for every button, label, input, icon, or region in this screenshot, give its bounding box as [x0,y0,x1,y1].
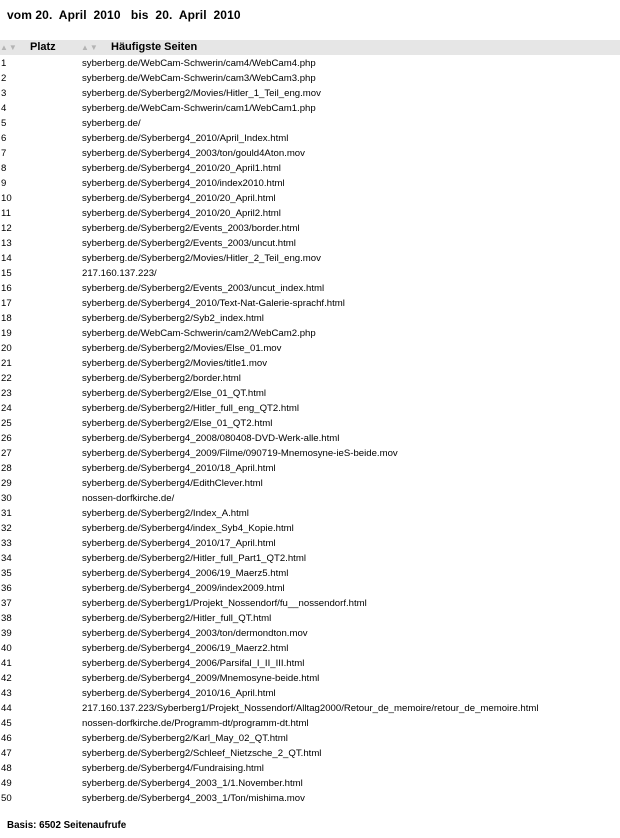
page-url-cell: syberberg.de/Syberberg2/Index_A.html [82,508,249,519]
page-url-cell: syberberg.de/Syberberg2/Hitler_full_Part1_QT2.html [82,553,306,564]
table-row [0,596,620,611]
table-row [0,626,620,641]
table-row [0,431,620,446]
table-row [0,311,620,326]
table-row [0,191,620,206]
rank-cell: 28 [1,463,12,474]
rank-cell: 38 [1,613,12,624]
table-row [0,521,620,536]
rank-cell: 2 [1,73,7,84]
page-url-cell: syberberg.de/WebCam-Schwerin/cam4/WebCam4.php [82,58,316,69]
page-url-cell: syberberg.de/Syberberg4/EdithClever.html [82,478,263,489]
page-url-cell: syberberg.de/Syberberg1/Projekt_Nossendorf/fu__nossendorf.html [82,598,367,609]
rank-sort-controls [0,43,30,52]
rank-column-header [0,40,81,56]
table-row [0,716,620,731]
page-url-cell: syberberg.de/WebCam-Schwerin/cam2/WebCam2.php [82,328,316,339]
rank-cell: 32 [1,523,12,534]
table-row [0,386,620,401]
page-url-cell: syberberg.de/WebCam-Schwerin/cam1/WebCam1.php [82,103,316,114]
rank-cell: 10 [1,193,12,204]
page-url-cell: syberberg.de/Syberberg4_2010/index2010.html [82,178,285,189]
table-row [0,236,620,251]
page-url-cell: nossen-dorfkirche.de/Programm-dt/programm-dt.html [82,718,309,729]
table-row [0,536,620,551]
page-url-cell: syberberg.de/Syberberg4_2010/Text-Nat-Galerie-sprachf.html [82,298,345,309]
page-url-cell: syberberg.de/Syberberg4_2010/16_April.html [82,688,276,699]
rank-cell: 36 [1,583,12,594]
rank-cell: 34 [1,553,12,564]
rank-cell: 45 [1,718,12,729]
table-row [0,221,620,236]
table-row [0,101,620,116]
page-url-cell: syberberg.de/Syberberg4/index_Syb4_Kopie.html [82,523,294,534]
page-url-cell: syberberg.de/Syberberg4_2003_1/Ton/mishima.mov [82,793,305,804]
rank-cell: 49 [1,778,12,789]
rank-cell: 14 [1,253,12,264]
table-row [0,71,620,86]
page-url-cell: syberberg.de/Syberberg2/Syb2_index.html [82,313,264,324]
table-row [0,506,620,521]
page-url-cell: syberberg.de/Syberberg4/Fundraising.html [82,763,264,774]
rank-cell: 5 [1,118,7,129]
page-url-cell: syberberg.de/Syberberg2/Events_2003/uncut.html [82,238,296,249]
page-url-cell: syberberg.de/Syberberg2/Else_01_QT2.html [82,418,273,429]
sort-descending-icon[interactable]: ▼ [8,43,18,53]
table-row [0,791,620,806]
table-row [0,131,620,146]
rank-cell: 19 [1,328,12,339]
table-row [0,416,620,431]
table-row [0,371,620,386]
table-row [0,86,620,101]
page-url-cell: syberberg.de/Syberberg2/Events_2003/uncut_index.html [82,283,325,294]
table-row [0,281,620,296]
table-row [0,206,620,221]
rank-cell: 43 [1,688,12,699]
rank-cell: 50 [1,793,12,804]
rank-cell: 48 [1,763,12,774]
page-url-cell: syberberg.de/Syberberg2/Movies/Hitler_2_Teil_eng.mov [82,253,321,264]
rank-cell: 23 [1,388,12,399]
table-row [0,461,620,476]
rank-cell: 21 [1,358,12,369]
rank-cell: 42 [1,673,12,684]
page-url-cell: syberberg.de/Syberberg4_2006/19_Maerz5.html [82,568,289,579]
table-row [0,566,620,581]
sort-ascending-icon[interactable]: ▲ [0,43,9,53]
table-row [0,296,620,311]
rank-cell: 18 [1,313,12,324]
page-url-cell: syberberg.de/Syberberg4_2003/ton/gould4Aton.mov [82,148,305,159]
page-url-cell: syberberg.de/WebCam-Schwerin/cam3/WebCam3.php [82,73,316,84]
rank-cell: 26 [1,433,12,444]
rank-cell: 13 [1,238,12,249]
table-row [0,266,620,281]
page-url-cell: syberberg.de/ [82,118,141,129]
top-pages-table [0,40,620,806]
page-url-cell: syberberg.de/Syberberg4_2006/19_Maerz2.html [82,643,289,654]
report-period: vom 20. April 2010 bis 20. April 2010 [7,8,241,22]
rank-cell: 37 [1,598,12,609]
table-row [0,356,620,371]
rank-cell: 40 [1,643,12,654]
table-row [0,701,620,716]
table-row [0,251,620,266]
rank-cell: 7 [1,148,7,159]
sort-descending-icon[interactable]: ▼ [89,43,99,53]
page-url-cell: syberberg.de/Syberberg4_2010/April_Index.html [82,133,289,144]
table-row [0,731,620,746]
table-row [0,491,620,506]
page-url-cell: syberberg.de/Syberberg4_2010/18_April.html [82,463,276,474]
table-row [0,686,620,701]
table-row [0,116,620,131]
page-sort-controls [81,43,111,52]
page-url-cell: syberberg.de/Syberberg2/Else_01_QT.html [82,388,266,399]
rank-cell: 29 [1,478,12,489]
page-url-cell: 217.160.137.223/ [82,268,157,279]
table-header-row [0,40,620,56]
rank-cell: 6 [1,133,7,144]
table-row [0,476,620,491]
rank-cell: 25 [1,418,12,429]
sort-ascending-icon[interactable]: ▲ [81,43,90,53]
page-url-cell: syberberg.de/Syberberg4_2009/index2009.html [82,583,285,594]
page-url-cell: syberberg.de/Syberberg4_2003_1/1.November.html [82,778,303,789]
page-url-cell: syberberg.de/Syberberg4_2006/Parsifal_I_II_III.html [82,658,305,669]
rank-cell: 22 [1,373,12,384]
rank-cell: 24 [1,403,12,414]
rank-cell: 20 [1,343,12,354]
rank-cell: 31 [1,508,12,519]
basis-summary: Basis: 6502 Seitenaufrufe [7,820,127,831]
rank-cell: 15 [1,268,12,279]
table-row [0,326,620,341]
page-url-cell: syberberg.de/Syberberg2/Movies/Hitler_1_Teil_eng.mov [82,88,321,99]
rank-cell: 4 [1,103,7,114]
page-url-cell: 217.160.137.223/Syberberg1/Projekt_Nossendorf/Alltag2000/Retour_de_memoire/retour_de_memoire.html [82,703,539,714]
rank-cell: 1 [1,58,7,69]
page-url-cell: syberberg.de/Syberberg4_2009/Filme/090719-Mnemosyne-ieS-beide.mov [82,448,398,459]
table-row [0,641,620,656]
page-url-cell: syberberg.de/Syberberg2/Karl_May_02_QT.html [82,733,288,744]
page-url-cell: syberberg.de/Syberberg2/Movies/Else_01.mov [82,343,282,354]
table-body [0,56,620,807]
page-url-cell: syberberg.de/Syberberg4_2010/20_April1.html [82,163,281,174]
page-url-cell: syberberg.de/Syberberg2/Hitler_full_eng_QT2.html [82,403,300,414]
rank-cell: 33 [1,538,12,549]
table-row [0,746,620,761]
page-url-cell: syberberg.de/Syberberg4_2010/20_April.html [82,193,276,204]
page-url-cell: syberberg.de/Syberberg2/Movies/title1.mov [82,358,268,369]
rank-cell: 47 [1,748,12,759]
table-row [0,761,620,776]
page-url-cell: nossen-dorfkirche.de/ [82,493,175,504]
rank-cell: 30 [1,493,12,504]
rank-cell: 8 [1,163,7,174]
rank-cell: 44 [1,703,12,714]
page-url-cell: syberberg.de/Syberberg2/border.html [82,373,241,384]
rank-cell: 41 [1,658,12,669]
table-row [0,551,620,566]
table-row [0,341,620,356]
rank-cell: 12 [1,223,12,234]
table-row [0,611,620,626]
page-url-cell: syberberg.de/Syberberg4_2008/080408-DVD-Werk-alle.html [82,433,340,444]
rank-cell: 17 [1,298,12,309]
page-url-cell: syberberg.de/Syberberg2/Schleef_Nietzsche_2_QT.html [82,748,322,759]
rank-column-label: Platz [30,41,56,54]
page-url-cell: syberberg.de/Syberberg4_2010/20_April2.html [82,208,281,219]
table-row [0,161,620,176]
table-row [0,176,620,191]
rank-cell: 9 [1,178,7,189]
page-url-cell: syberberg.de/Syberberg2/Events_2003/border.html [82,223,300,234]
page-url-cell: syberberg.de/Syberberg4_2009/Mnemosyne-beide.html [82,673,320,684]
page-url-cell: syberberg.de/Syberberg4_2010/17_April.html [82,538,276,549]
table-row [0,581,620,596]
rank-cell: 27 [1,448,12,459]
rank-cell: 35 [1,568,12,579]
rank-cell: 3 [1,88,7,99]
table-row [0,671,620,686]
page-column-label: Häufigste Seiten [111,41,198,54]
table-row [0,656,620,671]
rank-cell: 46 [1,733,12,744]
page-column-header [81,40,620,56]
page-url-cell: syberberg.de/Syberberg2/Hitler_full_QT.html [82,613,272,624]
page-url-cell: syberberg.de/Syberberg4_2003/ton/dermondton.mov [82,628,308,639]
table-row [0,56,620,72]
table-row [0,146,620,161]
rank-cell: 16 [1,283,12,294]
rank-cell: 11 [1,208,11,219]
table-row [0,776,620,791]
rank-cell: 39 [1,628,12,639]
table-row [0,446,620,461]
table-row [0,401,620,416]
